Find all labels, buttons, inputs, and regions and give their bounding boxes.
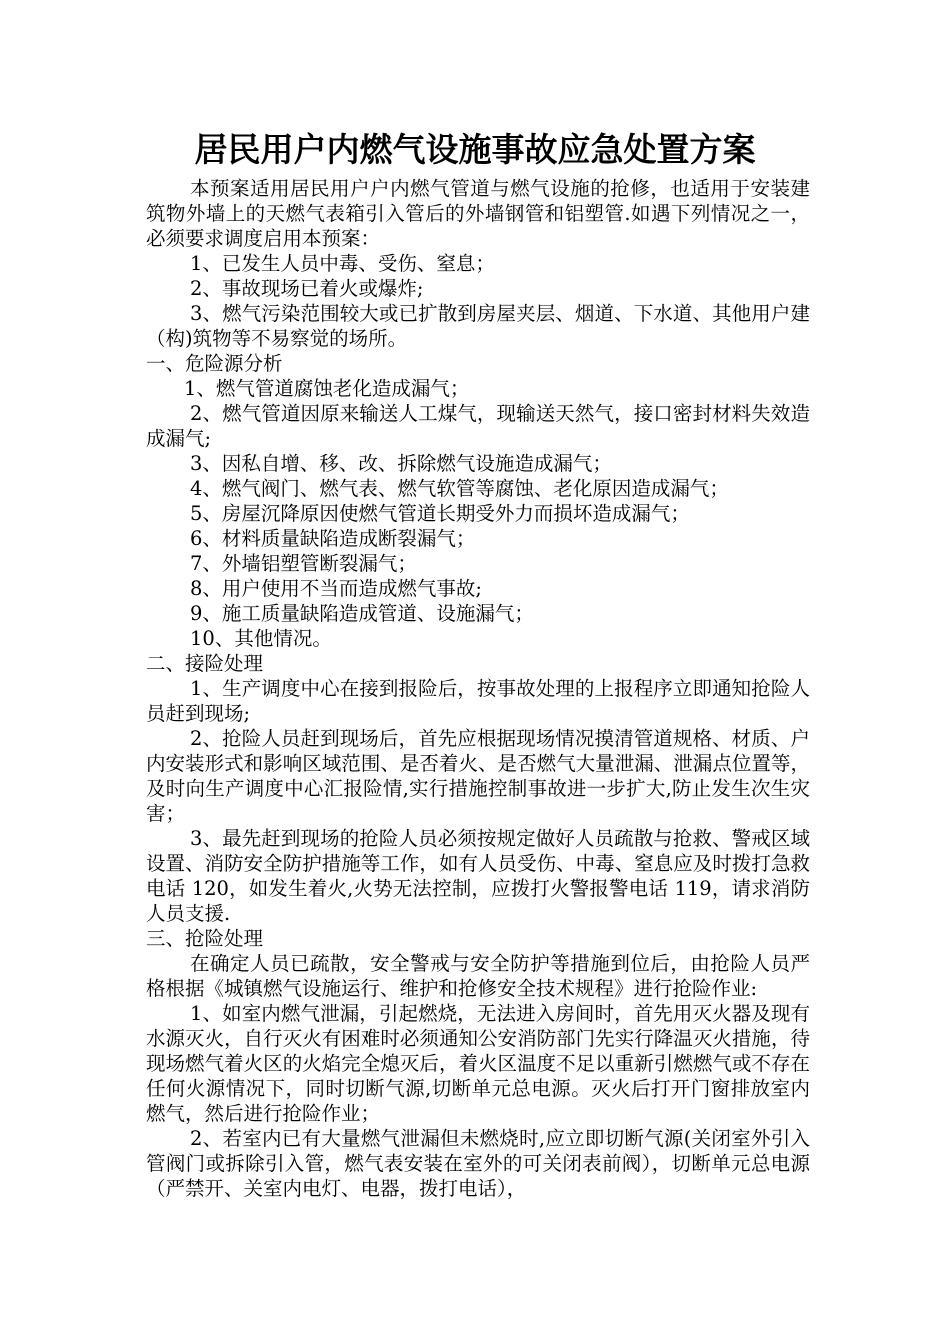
- hazard-item-9: 9、施工质量缺陷造成管道、设施漏气；: [190, 602, 534, 625]
- hazard-item-5: 5、房屋沉降原因使燃气管道长期受外力而损坏造成漏气；: [190, 502, 690, 525]
- hazard-item-2: 2、燃气管道因原来输送人工煤气，现输送天然气，接口密封材料失效造成漏气;: [146, 402, 810, 450]
- section-2-heading: 二、接险处理: [146, 652, 264, 675]
- repair-paragraph-2: 2、若室内已有大量燃气泄漏但未燃烧时,应立即切断气源(关闭室外引入管阀门或拆除引入管，燃气表安装在室外的可关闭表前阀），切断单元总电源（严禁开、关室内电灯、电器，拨打电话），: [146, 1127, 810, 1200]
- document-title: 居民用户内燃气设施事故应急处置方案: [194, 130, 756, 169]
- hazard-item-7: 7、外墙铝塑管断裂漏气；: [190, 552, 417, 575]
- repair-intro-paragraph: 在确定人员已疏散，安全警戒与安全防护等措施到位后，由抢险人员严格根据《城镇燃气设施运行、维护和抢修安全技术规程》进行抢险作业:: [146, 952, 810, 1000]
- repair-paragraph-1: 1、如室内燃气泄漏，引起燃烧，无法进入房间时，首先用灭火器及现有水源灭火，自行灭火有困难时必须通知公安消防部门先实行降温灭火措施，待现场燃气着火区的火焰完全熄灭后，着火区温度不足以重新引燃燃气或不存在任何火源情况下，同时切断气源,切断单元总电源。灭火后打开门窗排放室内燃气，然后进行抢险作业；: [146, 1002, 810, 1125]
- response-paragraph-2: 2、抢险人员赶到现场后，首先应根据现场情况摸清管道规格、材质、户内安装形式和影响区域范围、是否着火、是否燃气大量泄漏、泄漏点位置等，及时向生产调度中心汇报险情,实行措施控制事故进一步扩大,防止发生次生灾害；: [146, 727, 810, 825]
- intro-condition-1: 1、已发生人员中毒、受伤、窒息；: [190, 252, 495, 275]
- document-body: [146, 176, 810, 1201]
- hazard-item-3: 3、因私自增、移、改、拆除燃气设施造成漏气；: [190, 452, 612, 475]
- intro-condition-2: 2、事故现场已着火或爆炸;: [190, 277, 424, 300]
- intro-paragraph: 本预案适用居民用户户内燃气管道与燃气设施的抢修，也适用于安装建筑物外墙上的天燃气表箱引入管后的外墙钢管和铝塑管.如遇下列情况之一，必须要求调度启用本预案：: [146, 177, 810, 250]
- hazard-item-10: 10、其他情况。: [190, 627, 332, 650]
- intro-condition-3: 3、燃气污染范围较大或已扩散到房屋夹层、烟道、下水道、其他用户建（构)筑物等不易察觉的场所。: [146, 302, 810, 350]
- response-paragraph-1: 1、生产调度中心在接到报险后，按事故处理的上报程序立即通知抢险人员赶到现场;: [146, 677, 810, 725]
- section-3-heading: 三、抢险处理: [146, 927, 264, 950]
- hazard-item-6: 6、材料质量缺陷造成断裂漏气；: [190, 527, 476, 550]
- response-paragraph-3: 3、最先赶到现场的抢险人员必须按规定做好人员疏散与抢救、警戒区域设置、消防安全防护措施等工作，如有人员受伤、中毒、窒息应及时拨打急救电话 120，如发生着火,火势无法控制，应拨打火警报警电话 119，请求消防人员支援.: [146, 827, 810, 925]
- section-1-heading: 一、危险源分析: [146, 352, 283, 375]
- hazard-item-4: 4、燃气阀门、燃气表、燃气软管等腐蚀、老化原因造成漏气；: [190, 477, 729, 500]
- hazard-item-1: 1、燃气管道腐蚀老化造成漏气；: [184, 377, 470, 400]
- hazard-item-8: 8、用户使用不当而造成燃气事故;: [190, 577, 482, 600]
